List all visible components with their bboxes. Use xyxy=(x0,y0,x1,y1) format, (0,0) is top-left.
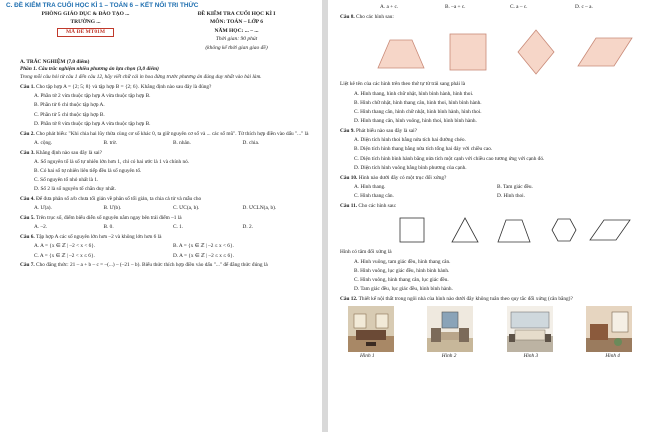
square-outline-shape xyxy=(400,218,424,242)
question-label: Câu 9. xyxy=(340,128,355,135)
trapezoid-outline-shape xyxy=(498,220,530,242)
option-c: C. a – c. xyxy=(510,4,528,10)
page1-body xyxy=(0,53,322,269)
question-label: Câu 12. xyxy=(340,296,358,303)
q11-shapes-svg xyxy=(340,212,640,248)
question-5 xyxy=(20,215,312,222)
interior-photo-2 xyxy=(427,306,473,352)
parallelogram-shape xyxy=(578,38,632,66)
option-d: D. Diện tích hình vuông bằng bình phương của cạnh. xyxy=(354,164,467,171)
square-shape xyxy=(450,34,486,70)
page2-body xyxy=(328,0,650,359)
question-text: Trên trục số, điểm biểu diễn số nguyên nằm ngay bên trái điểm –1 là xyxy=(35,215,182,222)
q8-prompt: Liệt kê tên của các hình trên theo thứ tự từ trái sang phải là xyxy=(340,81,466,88)
question-text: Cho tập hợp A = {2; 5; 8} và tập hợp B = {2; 6}. Khẳng định nào sau đây là đúng? xyxy=(36,83,212,90)
option-c: C. Phần tử 5 chỉ thuộc tập hợp B. xyxy=(34,111,105,118)
question-label: Câu 10. xyxy=(340,174,358,181)
question-6 xyxy=(20,234,312,241)
options-row xyxy=(20,140,312,147)
q7-options-row xyxy=(340,4,640,11)
question-text: Khẳng định nào sau đây là sai? xyxy=(36,149,102,156)
option-a: A. Hình thang, hình chữ nhật, hình bình hành, hình thoi. xyxy=(354,90,474,97)
caption-2: Hình 2 xyxy=(441,352,457,359)
option-a: A. Diện tích hình thoi bằng nửa tích hai đường chéo. xyxy=(354,137,466,144)
rhombus-shape xyxy=(518,30,554,74)
option-b: B. Có hai số tự nhiên liên tiếp đều là số nguyên tố. xyxy=(34,167,142,174)
duration-line: Thời gian: 90 phút xyxy=(215,36,258,43)
question-text: Hình nào dưới đây có một trục đối xứng? xyxy=(358,174,447,181)
duration-note: (không kể thời gian giao đề) xyxy=(205,44,268,51)
option-a: A. Ư(a). xyxy=(34,205,52,212)
option-c: C. Số nguyên tố nhỏ nhất là 1. xyxy=(34,177,99,184)
question-label: Câu 3. xyxy=(20,149,35,156)
hexagon-shape xyxy=(552,219,576,241)
option-b: B. 0. xyxy=(103,224,114,231)
q8-shapes-svg xyxy=(340,22,640,80)
question-text: Cho các hình sau: xyxy=(358,202,397,209)
header-right xyxy=(161,11,312,53)
option-c: B. nhân. xyxy=(173,139,191,146)
question-label: Câu 1. xyxy=(20,83,35,90)
school-line: TRƯỜNG ... xyxy=(70,19,101,26)
q11-prompt: Hình có tâm đối xứng là xyxy=(340,249,392,256)
question-label: Câu 11. xyxy=(340,202,358,209)
question-text: Tập hợp A các số nguyên lớn hơn –2 và không lớn hơn 6 là xyxy=(35,234,162,241)
interior-photo-3 xyxy=(507,306,553,352)
question-label: Câu 2. xyxy=(20,130,35,137)
instructions: Trong mỗi câu hỏi từ câu 1 đến câu 12, hãy viết chữ cái in hoa đứng trước phương án đúng duy nhất vào bài làm. xyxy=(20,74,262,81)
option-b: B. Hình vuông, lục giác đều, hình bình hành. xyxy=(354,267,450,274)
options-row xyxy=(20,243,312,250)
question-text: Cho đẳng thức: 21 – a + b – c = –(...) – (–21 – b). Biểu thức thích hợp điền vào dấu "..." để đẳng thức đúng là xyxy=(36,262,268,269)
photo-captions xyxy=(340,353,640,360)
options-row xyxy=(20,224,312,231)
option-c: C. Diện tích hình bình hành bằng nửa tích một cạnh với chiều cao tương ứng với cạnh đó. xyxy=(354,155,545,162)
option-b: B. Hình chữ nhật, hình thang cân, hình thoi, hình bình hành. xyxy=(354,99,482,106)
question-label: Câu 5. xyxy=(20,215,35,222)
department-line: PHÒNG GIÁO DỤC & ĐÀO TẠO ... xyxy=(41,11,130,17)
parallelogram-outline-shape xyxy=(590,220,630,240)
question-11 xyxy=(340,203,640,210)
option-b: B. trừ. xyxy=(103,139,118,146)
interior-photo-4 xyxy=(586,306,632,352)
option-b: B. Tam giác đều. xyxy=(497,183,533,190)
options-row xyxy=(20,253,312,260)
question-9 xyxy=(340,128,640,135)
caption-1: Hình 1 xyxy=(360,352,375,359)
isosceles-trapezoid-shape xyxy=(378,40,424,68)
option-a: A. Hình vuông, tam giác đều, hình thang cân. xyxy=(354,258,451,265)
question-label: Câu 8. xyxy=(340,13,355,20)
question-text: Phát biểu nào sau đây là sai? xyxy=(356,128,417,135)
question-4 xyxy=(20,196,312,203)
exam-code-badge: MÃ ĐỀ MT01M xyxy=(57,28,114,37)
q12-photos xyxy=(340,306,640,352)
question-10 xyxy=(340,175,640,182)
exam-header-block xyxy=(0,11,322,53)
option-a: A. Số nguyên tố là số tự nhiên lớn hơn 1, chỉ có hai ước là 1 và chính nó. xyxy=(34,158,190,165)
option-b: B. A = {x ∈ ℤ | –2 ≤ x < 6}. xyxy=(173,243,234,250)
option-d: D. ƯCLN(a, b). xyxy=(242,205,277,212)
question-text: Để đưa phân số a/b chưa tối giản về phân số tối giản, ta chia cả tử và mẫu cho xyxy=(36,196,202,203)
q8-figure xyxy=(340,22,640,80)
option-a: A. A = {x ∈ ℤ | –2 < x < 6}. xyxy=(34,243,96,250)
subject-line: MÔN: TOÁN – LỚP 6 xyxy=(210,19,263,26)
question-2 xyxy=(20,131,312,138)
caption-4: Hình 4 xyxy=(605,352,620,359)
option-d: D. Hình thang cân, hình vuông, hình thoi, hình bình hành. xyxy=(354,118,477,125)
question-text: Cho phát biểu: "Khi chia hai lũy thừa cùng cơ số khác 0, ta giữ nguyên cơ số và ... các số mũ". Từ thích hợp điền vào dấu "..." là xyxy=(36,130,309,137)
document-header: C. ĐỀ KIỂM TRA CUỐI HỌC KÌ 1 – TOÁN 6 – KẾT NỐI TRI THỨC xyxy=(6,2,199,9)
option-d: D. c – a. xyxy=(575,4,593,10)
option-b: B. Phần tử 6 chỉ thuộc tập hợp A. xyxy=(34,102,105,109)
option-b: B. Diện tích hình thang bằng nửa tích tổng hai đáy với chiều cao. xyxy=(354,146,493,153)
option-a: A. Hình thang. xyxy=(354,183,386,190)
question-label: Câu 4. xyxy=(20,196,35,203)
question-text: Thiết kế nội thất trong ngôi nhà của hình nào dưới đây không tuân theo quy tắc đối xứng (cân bằng)? xyxy=(358,296,573,303)
question-label: Câu 6. xyxy=(20,234,35,241)
question-12 xyxy=(340,296,640,303)
interior-photo-1 xyxy=(348,306,394,352)
option-d: D. Phần tử 8 vừa thuộc tập hợp A vừa thuộc tập hợp B. xyxy=(34,120,151,127)
option-d: D. A = {x ∈ ℤ | –2 ≤ x ≤ 6}. xyxy=(173,252,235,259)
q11-figure xyxy=(340,212,640,248)
question-label: Câu 7. xyxy=(20,262,35,269)
caption-3: Hình 3 xyxy=(523,352,539,359)
option-d: D. Hình thoi. xyxy=(497,193,525,200)
options-row xyxy=(340,193,640,200)
option-a: A. –2. xyxy=(34,224,48,231)
question-8 xyxy=(340,14,640,21)
question-3 xyxy=(20,150,312,157)
option-a: A. Phần tử 2 vừa thuộc tập hợp A vừa thuộc tập hợp B. xyxy=(34,93,151,100)
exam-title: ĐỀ KIỂM TRA CUỐI HỌC KÌ I xyxy=(197,11,276,17)
part-title: Phần 1. Câu trắc nghiệm nhiều phương án lựa chọn (3,0 điểm) xyxy=(20,66,159,73)
option-c: C. ƯC(a, b). xyxy=(173,205,200,212)
option-d: D. Số 2 là số nguyên tố chẵn duy nhất. xyxy=(34,186,116,193)
options-row xyxy=(340,184,640,191)
option-b: B. –a + c. xyxy=(445,4,466,10)
option-c: C. 1. xyxy=(173,224,184,231)
year-line: NĂM HỌC: ... – ... xyxy=(214,27,259,34)
option-d: D. Tam giác đều, lục giác đều, hình bình hành. xyxy=(354,286,453,293)
question-1 xyxy=(20,84,312,91)
option-d: D. 2. xyxy=(242,224,253,231)
options-row xyxy=(20,205,312,212)
option-d: D. chia. xyxy=(242,139,260,146)
option-c: C. Hình thang cân, hình chữ nhật, hình bình hành, hình thoi. xyxy=(354,109,482,116)
question-7 xyxy=(20,262,312,269)
option-a: A. cộng. xyxy=(34,139,53,146)
option-a: A. a + c. xyxy=(380,4,399,10)
section-title: A. TRẮC NGHIỆM (7,0 điểm) xyxy=(20,58,90,65)
option-c: C. A = {x ∈ ℤ | –2 < x ≤ 6}. xyxy=(34,252,95,259)
equilateral-triangle-shape xyxy=(452,218,478,242)
page-right xyxy=(328,0,650,432)
option-c: C. Hình thang cân. xyxy=(354,193,394,200)
page-left xyxy=(0,0,322,432)
header-left xyxy=(10,11,161,53)
question-text: Cho các hình sau: xyxy=(356,13,394,20)
option-b: B. Ư(b). xyxy=(103,205,122,212)
option-c: C. Hình vuông, hình thang cân, lục giác đều. xyxy=(354,277,449,284)
